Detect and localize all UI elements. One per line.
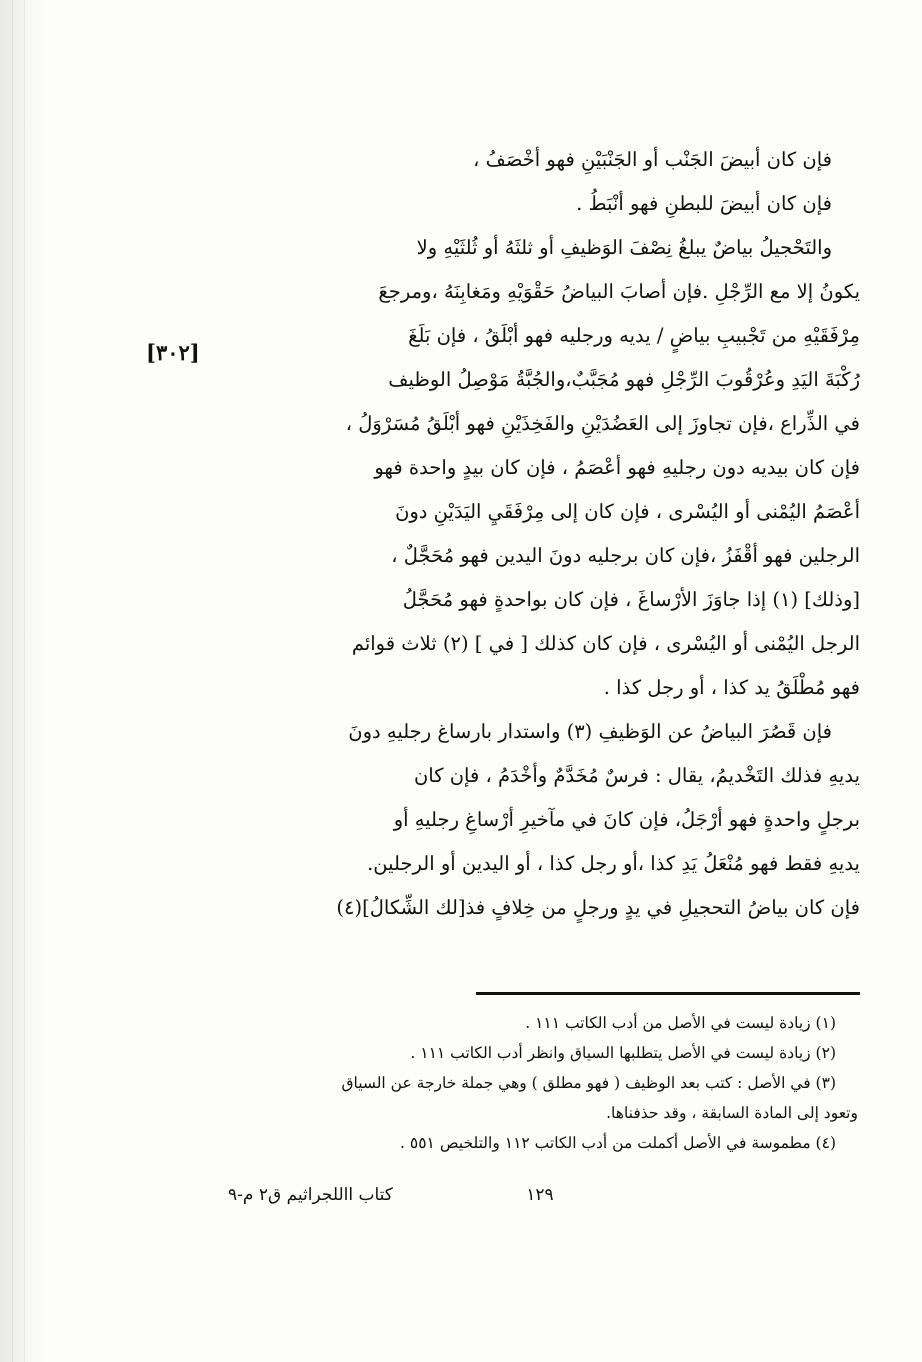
footnotes [218, 1008, 858, 1158]
text-line: في الذِّراع ،فإن تجاوزَ إلى العَضُدَيْنِ والفَخِذَيْنِ فهو أبْلَقُ مُسَرْوَلُ ، [345, 412, 860, 435]
text-line: يكونُ إلا مع الرِّجْلِ .فإن أصابَ البياضُ حَقْوَيْهِ ومَغابِنَهُ ،ومرجعَ [378, 280, 860, 303]
text-line: فإن كان بياضُ التحجيلِ في يدٍ ورجلٍ من خِلافٍ فذ[لك الشِّكالُ](٤) [336, 896, 860, 919]
text-line: رُكْبَةَ اليَدِ وعُرْقُوبَ الرِّجْلِ فهو مُجَبَّبٌ،والجُبَّةُ مَوْصِلُ الوظيف [388, 368, 860, 391]
footnote: (١) زيادة ليست في الأصل من أدب الكاتب ١١١ . [525, 1014, 836, 1032]
footnote: (٤) مطموسة في الأصل أكملت من أدب الكاتب ١١٢ والتلخيص ٥٥١ . [400, 1134, 836, 1152]
margin-page-reference: [٣٠٢] [146, 340, 200, 365]
text-line: فإن كان أبيضَ الجَنْب أو الجَنْبَيْنِ فهو أخْصَفُ ، [473, 148, 832, 171]
text-line: [وذلك] (١) إذا جاوَزَ الأرْساغَ ، فإن كان بواحدةٍ فهو مُحَجَّلُ [402, 588, 860, 611]
text-line: أعْصَمُ اليُمْنى أو اليُسْرى ، فإن كان إلى مِرْفَقَيِ اليَدَيْنِ دونَ [395, 500, 860, 523]
scan-edge-line [12, 0, 13, 1362]
text-line: برجلٍ واحدةٍ فهو أرْجَلُ، فإن كانَ في مآخيرِ أرْساغِ رجليهِ أو [393, 808, 860, 831]
text-line: فإن قَصُرَ البياضُ عن الوَظيفِ (٣) واستدار بارساغ رجليهِ دونَ [348, 720, 832, 743]
footnote-separator [476, 992, 860, 995]
footnote: (٢) زيادة ليست في الأصل يتطلبها السياق وانظر أدب الكاتب ١١١ . [410, 1044, 836, 1062]
text-line: فهو مُطْلَقُ يد كذا ، أو رجل كذا . [603, 676, 860, 699]
text-line: فإن كان أبيضَ للبطنِ فهو أنْبَطُ . [576, 192, 832, 215]
text-line: والتَحْجيلُ بياضٌ يبلغُ نِصْفَ الوَظيفِ أو ثلثَهُ أو ثُلثَيْهِ ولا [416, 236, 832, 259]
text-line: فإن كان بيديه دون رجليهِ فهو أعْصَمُ ، فإن كان بيدٍ واحدة فهو [374, 456, 860, 479]
scan-edge-line [24, 0, 25, 1362]
scan-edge-shadow [0, 0, 44, 1362]
main-text [218, 138, 860, 930]
text-line: يديهِ فقط فهو مُنْعَلُ يَدِ كذا ،أو رجل كذا ، أو اليدين أو الرجلين. [367, 852, 860, 875]
text-line: يديهِ فذلك التَخْديمُ، يقال : فرسٌ مُخَدَّمٌ وأخْدَمُ ، فإن كان [413, 764, 860, 787]
text-line: مِرْفَقَيْهِ من تَجْبيبِ بياضٍ / يديه ورجليه فهو أبْلَقُ ، فإن بَلَغَ [408, 324, 860, 347]
footnote: (٣) في الأصل : كتب بعد الوظيف ( فهو مطلق ) وهي جملة خارجة عن السياق [341, 1074, 836, 1092]
footnote-continuation: وتعود إلى المادة السابقة ، وقد حذفناها. [606, 1104, 858, 1122]
text-line: الرجلين فهو أقْفَزُ ،فإن كان برجليه دونَ اليدين فهو مُحَجَّلٌ ، [391, 544, 860, 567]
page-number: ١٢٩ [526, 1185, 554, 1205]
signature-mark: كتاب االلجراثيم ق٢ م-٩ [228, 1185, 393, 1205]
text-line: الرجل اليُمْنى أو اليُسْرى ، فإن كان كذلك [ في ] (٢) ثلاث قوائم [351, 632, 860, 655]
